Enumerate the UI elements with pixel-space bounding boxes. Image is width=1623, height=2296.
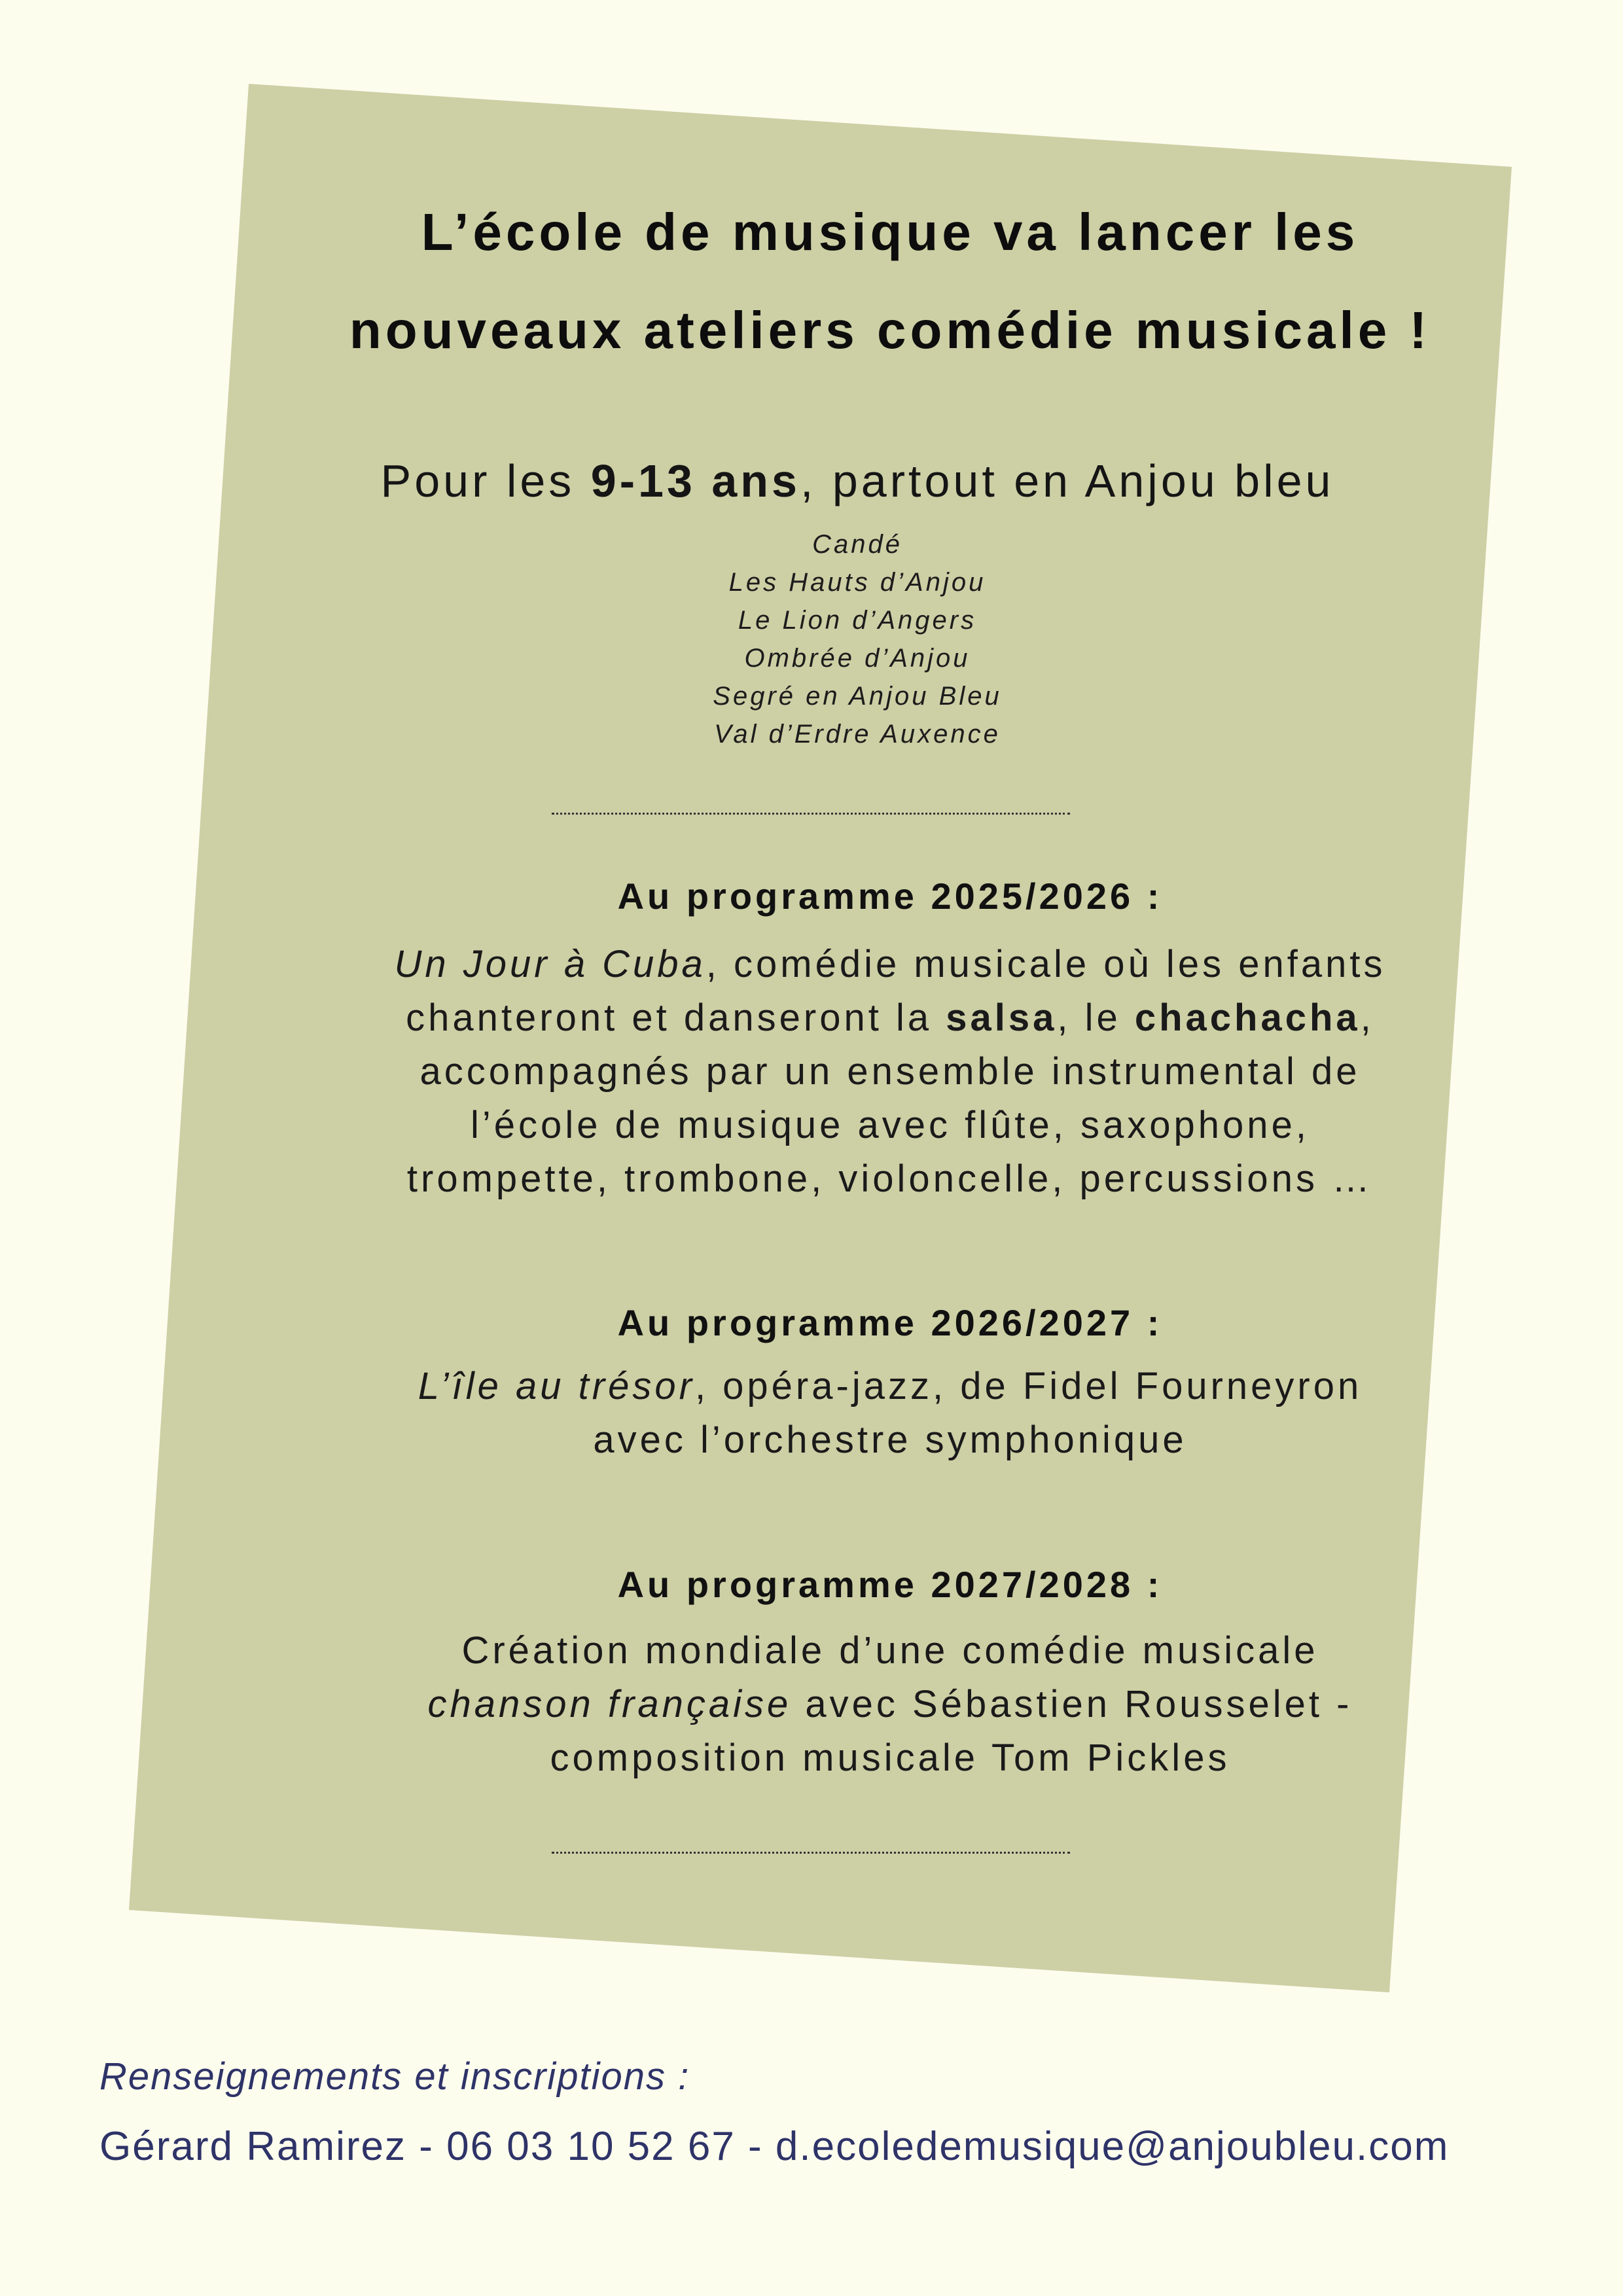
program-description xyxy=(196,1624,1584,1785)
program-line: composition musicale Tom Pickles xyxy=(550,1737,1230,1779)
audience-prefix: Pour les xyxy=(380,455,591,506)
dotted-divider xyxy=(552,1852,1070,1854)
audience-suffix: , partout en Anjou bleu xyxy=(800,455,1334,506)
program-line: l’école de musique avec flûte, saxophone, xyxy=(471,1104,1310,1146)
program-line: trompette, trombone, violoncelle, percussions … xyxy=(406,1157,1374,1200)
contact-label: Renseignements et inscriptions : xyxy=(99,2055,690,2098)
town-item: Candé xyxy=(812,530,902,559)
title-line-1: L’école de musique va lancer les xyxy=(421,203,1359,261)
town-list xyxy=(589,525,1126,753)
program-text: , comédie musicale où les enfants xyxy=(705,943,1386,985)
contact-details: Gérard Ramirez - 06 03 10 52 67 - d.ecoledemusique@anjoubleu.com xyxy=(99,2124,1450,2169)
program-text: , opéra-jazz, de Fidel Fourneyron xyxy=(694,1365,1363,1407)
program-line xyxy=(196,938,1584,991)
town-item: Segré en Anjou Bleu xyxy=(713,682,1002,711)
title-line-2: nouveaux ateliers comédie musicale ! xyxy=(349,301,1431,359)
program-heading: Au programme 2026/2027 : xyxy=(617,1302,1163,1343)
dance-chachacha: chachacha xyxy=(1134,997,1361,1039)
audience-line xyxy=(196,448,1518,514)
show-title: L’île au trésor xyxy=(418,1365,695,1407)
program-line xyxy=(196,1678,1584,1731)
audience-age: 9-13 ans xyxy=(590,455,800,506)
town-item: Ombrée d’Anjou xyxy=(744,644,971,673)
dance-salsa: salsa xyxy=(946,997,1058,1039)
town-item: Les Hauts d’Anjou xyxy=(728,568,986,597)
dotted-divider xyxy=(552,813,1070,815)
town-item: Val d’Erdre Auxence xyxy=(714,720,1001,749)
program-text: , xyxy=(1360,997,1374,1039)
program-line xyxy=(196,991,1584,1045)
program-line: accompagnés par un ensemble instrumental de xyxy=(419,1050,1361,1093)
program-description xyxy=(196,938,1584,1206)
program-text: chanteront et danseront la xyxy=(406,997,946,1039)
program-line: Création mondiale d’une comédie musicale xyxy=(461,1629,1319,1672)
program-text: , le xyxy=(1057,997,1135,1039)
genre-name: chanson française xyxy=(427,1683,792,1725)
program-text: avec Sébastien Rousselet - xyxy=(791,1683,1353,1725)
program-description xyxy=(196,1360,1584,1467)
program-heading: Au programme 2025/2026 : xyxy=(617,875,1163,917)
program-line: avec l’orchestre symphonique xyxy=(593,1419,1187,1461)
program-line xyxy=(196,1360,1584,1413)
page-title xyxy=(249,183,1531,380)
show-title: Un Jour à Cuba xyxy=(394,943,706,985)
program-heading: Au programme 2027/2028 : xyxy=(617,1564,1163,1605)
town-item: Le Lion d’Angers xyxy=(738,606,977,635)
